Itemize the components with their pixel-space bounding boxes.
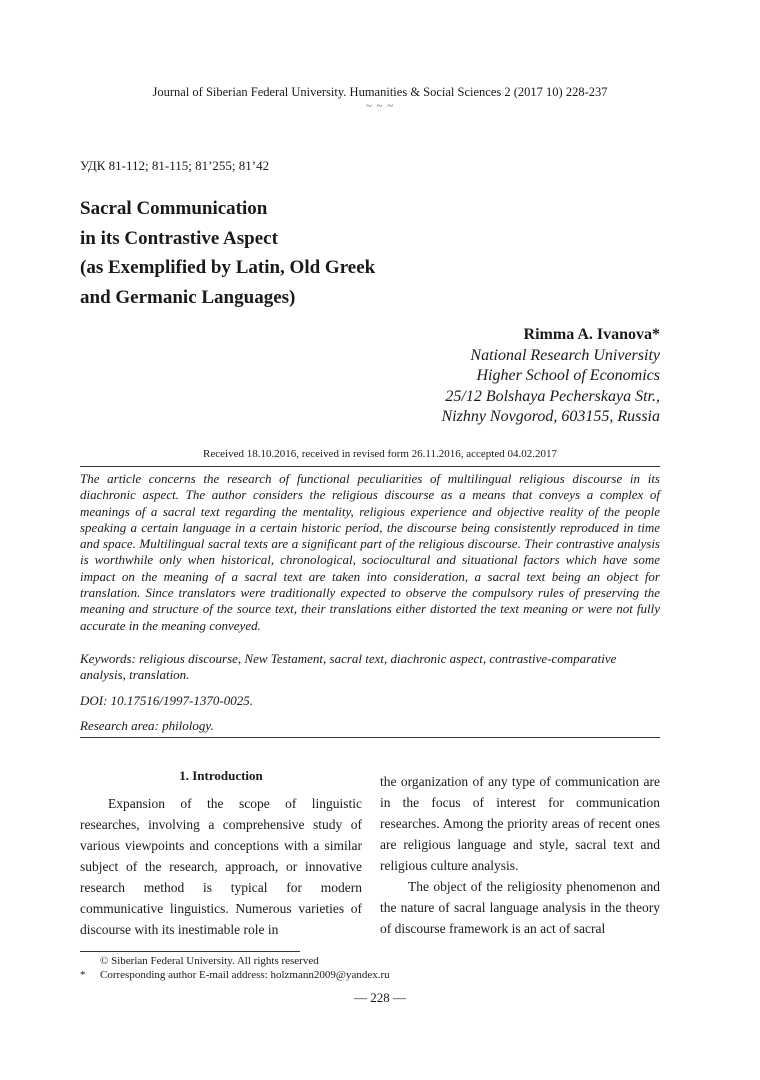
header-ornament: ~ ~ ~	[365, 100, 395, 112]
footnote-rule	[80, 951, 300, 952]
footnote-mark: *	[80, 969, 86, 981]
footnote-corresponding	[80, 968, 390, 982]
footnote-copyright	[80, 954, 319, 968]
abstract-top-rule	[80, 466, 660, 467]
title-line: in its Contrastive Aspect	[80, 227, 278, 249]
affiliation-line: National Research University	[470, 346, 660, 364]
author-block	[441, 325, 660, 428]
doi: DOI: 10.17516/1997-1370-0025.	[80, 693, 253, 708]
title-line: and Germanic Languages)	[80, 286, 296, 308]
title-line: Sacral Communication	[80, 198, 268, 219]
title-line: (as Exemplified by Latin, Old Greek	[80, 257, 376, 278]
body-column-left	[80, 793, 362, 940]
udk-code: УДК 81-112; 81-115; 81’255; 81’42	[80, 158, 270, 173]
body-paragraph: Expansion of the scope of linguistic researches, involving a comprehensive study of various viewpoints and conceptions with a similar subject of the research, approach, or innovative research method is typical for modern communicative linguistics. Numerous varieties of discourse with its inestimable role in	[80, 796, 362, 937]
abstract-bottom-rule	[80, 737, 660, 738]
article-title	[80, 194, 500, 312]
abstract	[80, 471, 660, 634]
affiliation-line: Higher School of Economics	[476, 367, 660, 384]
journal-header: Journal of Siberian Federal University. Humanities & Social Sciences 2 (2017 10) 228-237	[152, 85, 608, 99]
page-number: — 228 —	[354, 990, 406, 1005]
research-area: Research area: philology.	[80, 718, 214, 733]
footnote-text: Corresponding author E-mail address: holzmann2009@yandex.ru	[100, 969, 390, 981]
affiliation-line: Nizhny Novgorod, 603155, Russia	[441, 408, 660, 425]
affiliation-line: 25/12 Bolshaya Pecherskaya Str.,	[445, 387, 660, 405]
keywords: Keywords: religious discourse, New Testament, sacral text, diachronic aspect, contrastive-comparative analysis, translation.	[80, 651, 617, 683]
footnote-text: © Siberian Federal University. All rights reserved	[100, 955, 319, 967]
abstract-text: The article concerns the research of functional peculiarities of multilingual religious discourse in its diachronic aspect. The author considers the religious discourse as a means that conveys a complex of meanings of a sacral text regarding the mentality, religious experience and objective reality of the people speaking a certain language in a certain historic period, the discourse being consistently reproduced in time and space. Multilingual sacral texts are a significant part of the religious discourse. Their contrastive analysis is worthwhile only when historical, chronological, sociocultural and situational factors which have some impact on the meaning of a sacral text are taken into consideration, a sacral text being an object for translation. Since translators were traditionally expected to observe the compulsory rules of preserving the meaning and structure of the source text, their translations either distorted the text meaning or were not fully accurate in the meaning conveyed.	[80, 471, 660, 633]
body-paragraph: the organization of any type of communication are in the focus of interest for communication researches. Among the priority areas of recent ones are religious language and style, sacral text and religious culture analysis.	[380, 774, 660, 873]
author-name: Rimma A. Ivanova*	[523, 326, 660, 343]
section-heading: 1. Introduction	[179, 768, 263, 783]
received-dates: Received 18.10.2016, received in revised form 26.11.2016, accepted 04.02.2017	[203, 448, 557, 460]
body-column-right	[380, 771, 660, 939]
body-paragraph: The object of the religiosity phenomenon and the nature of sacral language analysis in the theory of discourse framework is an act of sacral	[380, 879, 660, 936]
